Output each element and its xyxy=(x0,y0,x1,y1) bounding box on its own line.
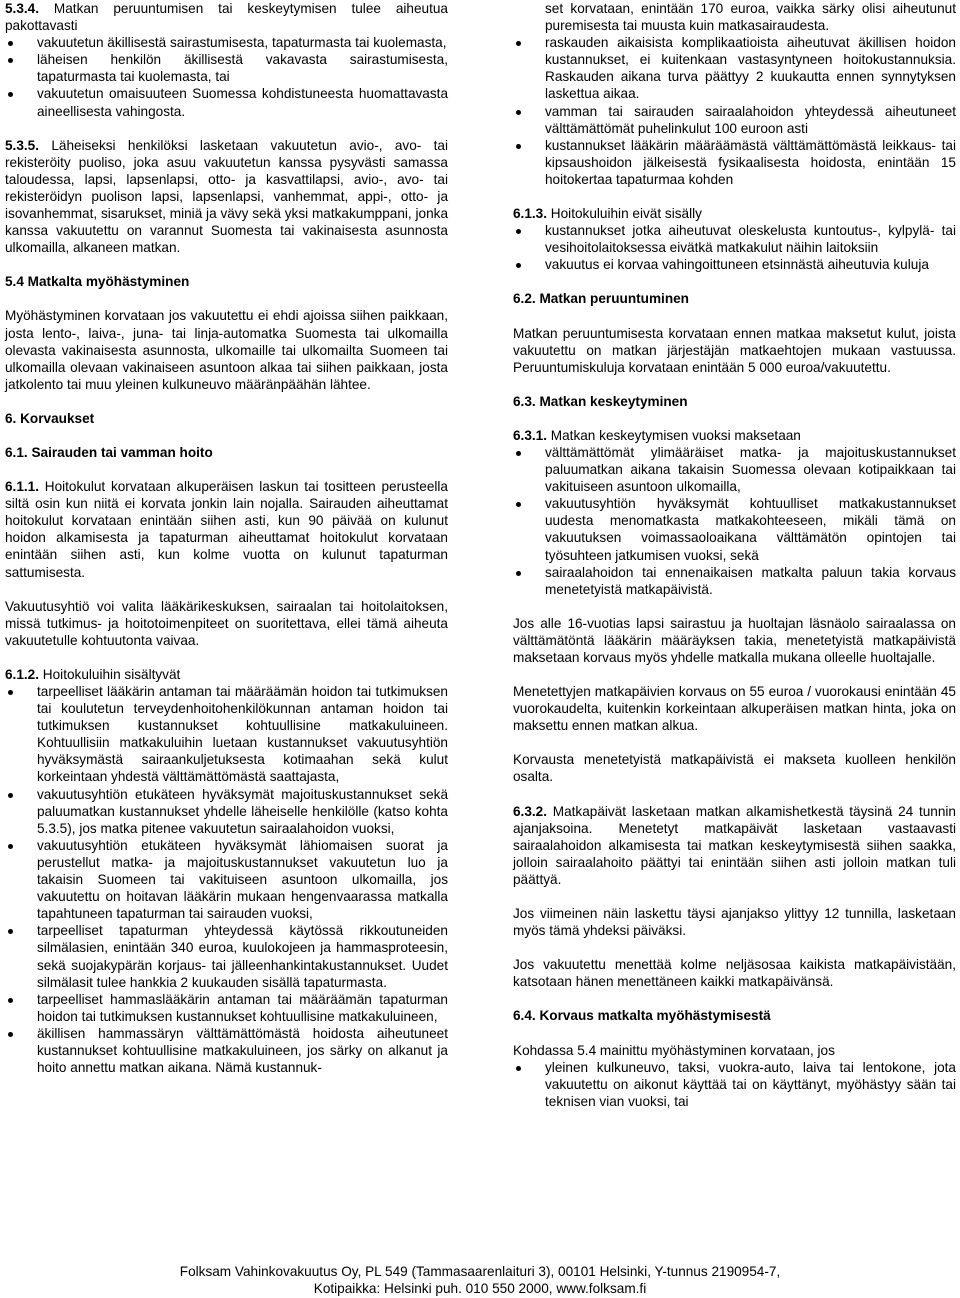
section-number: 6.3.2. xyxy=(513,803,548,819)
page-footer xyxy=(0,1263,960,1297)
list-item: vakuutetun omaisuuteen Suomessa kohdistuneesta huomattavasta aineellisesta vahingosta. xyxy=(5,85,448,119)
list-item: kustannukset lääkärin määräämästä välttämättömästä leikkaus- tai kipsaushoidon jälkeisestä fysikaalisesta hoidosta, enintään 15 hoitokertaa tapaturmaa kohden xyxy=(513,137,956,188)
paragraph-vakuutusyhtio: Vakuutusyhtiö voi valita lääkärikeskuksen, sairaalan tai hoitolaitoksen, missä tutkimus- ja hoitotoimenpiteet on suoritettava, ellei tämä aiheuta vakuutetulle kohtuutonta vaivaa. xyxy=(5,598,448,648)
list-item: raskauden aikaisista komplikaatioista aiheutuvat äkillisen hoidon kustannukset, ei kuitenkaan vastasyntyneen hoitokustannuksia. Raskauden aikana turva päättyy 2 kuukautta ennen synnytyksen laskettua aikaa. xyxy=(513,34,956,102)
paragraph-6-2: Matkan peruuntumisesta korvataan ennen matkaa maksetut kulut, joista vakuutettu on matkan järjestäjän matkaehtojen mukaan vastuussa. Peruuntumiskuluja korvataan enintään 5 000 euroa/vakuutettu. xyxy=(513,325,956,375)
list-item: kustannukset jotka aiheutuvat oleskelusta kuntoutus-, kylpylä- tai vesihoitolaitoksessa eivätkä matkakulut näihin laitoksiin xyxy=(513,222,956,256)
heading-6-4: 6.4. Korvaus matkalta myöhästymisestä xyxy=(513,1008,771,1024)
list-item: yleinen kulkuneuvo, taksi, vuokra-auto, laiva tai lentokone, jota vakuutettu on aikonut käyttää tai on käyttänyt, myöhästyy sään tai teknisen vian vuoksi, tai xyxy=(513,1059,956,1110)
list-item: vakuutusyhtiön etukäteen hyväksymät lähiomaisen suorat ja perustellut matka- ja majoituskustannukset vakuutetun luo ja takaisin Suomeen tai vakituiseen asuntoon ulkomailla, jos vakuutettu on hoitavan lääkärin mukaan hengenvaarassa matkalla tapahtuneen tapaturman tai sairauden vuoksi, xyxy=(5,837,448,922)
section-6-1-2-list xyxy=(5,683,448,1076)
list-item: välttämättömät ylimääräiset matka- ja majoituskustannukset paluumatkan aikana takaisin Suomessa olevaan kotipaikkaan tai vakituiseen asuntoon ulkomailla, xyxy=(513,444,956,495)
list-item-continuation: set korvataan, enintään 170 euroa, vaikka särky olisi aiheutunut puremisesta tai muusta kuin matkasairaudesta. xyxy=(545,1,956,34)
section-number: 6.1.1. xyxy=(5,479,40,495)
list-item: vamman tai sairauden sairaalahoidon yhteydessä aiheutuneet välttämättömät puhelinkulut 100 euroon asti xyxy=(513,103,956,137)
section-number: 6.1.2. xyxy=(5,666,40,682)
list-item: tarpeelliset tapaturman yhteydessä käytössä rikkoutuneiden silmälasien, enintään 340 euroa, kuulokojeen ja hammasproteesin, sekä suojakypärän korjaus- tai jälleenhankintakustannukset. Uudet silmälasit tulee hankkia 2 kuukauden sisällä tapaturmasta. xyxy=(5,922,448,990)
list-item: äkillisen hammassäryn välttämättömästä hoidosta aiheutuneet kustannukset kohtuullisine matkakuluineen, jos särky on alkanut ja hoito annettu matkan aikana. Nämä kustannuk- xyxy=(5,1025,448,1076)
list-item: läheisen henkilön äkillisestä vakavasta sairastumisesta, tapaturmasta tai kuolemasta, tai xyxy=(5,51,448,85)
footer-company-line: Folksam Vahinkovakuutus Oy, PL 549 (Tammasaarenlaituri 3), 00101 Helsinki, Y-tunnus 2190954-7, xyxy=(179,1264,781,1279)
list-item: tarpeelliset hammaslääkärin antaman tai määräämän tapaturman hoidon tai tutkimuksen kustannukset kohtuullisine matkakuluineen, xyxy=(5,991,448,1025)
list-item: vakuutusyhtiön etukäteen hyväksymät majoituskustannukset sekä paluumatkan kustannukset yhdelle läheiselle henkilölle (katso kohta 5.3.5), jos matka pitenee vakuutetun sairaalahoidon vuoksi, xyxy=(5,786,448,837)
paragraph-deceased: Korvausta menetetyistä matkapäivistä ei makseta kuolleen henkilön osalta. xyxy=(513,752,956,785)
section-6-3-1-list xyxy=(513,444,956,598)
section-6-1-3-list xyxy=(513,222,956,273)
section-5-3-4-list xyxy=(5,34,448,119)
paragraph-6-3-2: 6.3.2. Matkapäivät lasketaan matkan alkamishetkestä täysinä 24 tunnin ajanjaksoina. Menetetyt matkapäivät lasketaan vastaavasti sairaalahoidon alkamisesta tai matkan keskeytymisestä siihen saakka, jolloin sairaalahoito päättyi tai enintään siihen asti jolloin matkan tuli päättyä. xyxy=(513,803,956,887)
list-item: sairaalahoidon tai ennenaikaisen matkalta paluun takia korvaus menetetyistä matkapäivistä. xyxy=(513,564,956,598)
list-item: vakuutus ei korvaa vahingoittuneen etsinnästä aiheutuvia kuluja xyxy=(513,256,956,273)
heading-6-3: 6.3. Matkan keskeytyminen xyxy=(513,393,688,409)
heading-6-2: 6.2. Matkan peruuntuminen xyxy=(513,291,689,307)
section-number: 5.3.4. xyxy=(5,1,40,16)
section-5-3-4-intro: 5.3.4. Matkan peruuntumisen tai keskeytymisen tulee aiheutua pakottavasti xyxy=(5,1,448,34)
list-item: tarpeelliset lääkärin antaman tai määräämän hoidon tai tutkimuksen tai koulutetun terveydenhoitohenkilökunnan antaman hoidon tai tutkimuksen kustannukset kohtuullisine matkakuluineen. Kohtuullisiin matkakuluihin luetaan kustannukset vakuutusyhtiön hyväksymästä sairaankuljetuksesta kotimaahan sekä kulut korkeintaan yhdestä välttämättömästä saattajasta, xyxy=(5,683,448,786)
section-6-3-1-intro: 6.3.1. Matkan keskeytymisen vuoksi maksetaan xyxy=(513,427,801,443)
right-column xyxy=(513,0,956,1110)
heading-6-1: 6.1. Sairauden tai vamman hoito xyxy=(5,444,213,460)
paragraph-5-4: Myöhästyminen korvataan jos vakuutettu ei ehdi ajoissa siihen paikkaan, josta lento-, laiva-, juna- tai linja-automatka Suomesta tai ulkomailla olevasta vakinaisesta asunnosta, ulkomaille tai ulkomailta Suomeen tai ulkomailla olevaan vakinaiseen asuntoon alkaa tai siihen paikkaan, josta jatkolento tai muu yleinen kulkuneuvo määränpäähän lähtee. xyxy=(5,308,448,392)
list-item: vakuutusyhtiön hyväksymät kohtuulliset matkakustannukset uudesta menomatkasta matkakohteeseen, mikäli tämä on vakuutuksen voimassaoloaikana välttämätön opintojen tai työsuhteen jatkumisen vuoksi, sekä xyxy=(513,495,956,563)
paragraph-compensation-rate: Menetettyjen matkapäivien korvaus on 55 euroa / vuorokausi enintään 45 vuorokaudelta, kuitenkin korkeintaan alkuperäisen matkan hinta, joka on maksettu ennen matkan alkua. xyxy=(513,684,956,734)
list-item: vakuutetun äkillisestä sairastumisesta, tapaturmasta tai kuolemasta, xyxy=(5,34,448,51)
section-6-4-list xyxy=(513,1059,956,1110)
section-6-1-2-intro: 6.1.2. Hoitokuluihin sisältyvät xyxy=(5,666,181,682)
section-6-1-3-intro: 6.1.3. Hoitokuluihin eivät sisälly xyxy=(513,206,702,222)
paragraph-under-16: Jos alle 16-vuotias lapsi sairastuu ja huoltajan läsnäolo sairaalassa on välttämätöntä lääkärin määräyksen takia, menetetyistä matkapäivistä maksetaan korvaus myös yhdelle matkalla mukana olleelle huoltajalle. xyxy=(513,615,956,665)
paragraph-6-1-1: 6.1.1. Hoitokulut korvataan alkuperäisen laskun tai tositteen perusteella siltä osin kun niitä ei korvata jonkin lain nojalla. Sairauden aiheuttamat hoitokulut korvataan enintään siihen asti, kun 90 päivää on kulunut hoidon alkamisesta ja tapaturman aiheuttamat hoitokulut korvataan enintään siihen asti, kun kolme vuotta on kulunut tapaturman sattumisesta. xyxy=(5,479,448,580)
section-number: 6.3.1. xyxy=(513,427,548,443)
footer-contact-line: Kotipaikka: Helsinki puh. 010 550 2000, www.folksam.fi xyxy=(313,1281,647,1296)
heading-5-4: 5.4 Matkalta myöhästyminen xyxy=(5,274,190,290)
paragraph-12-hours: Jos viimeinen näin laskettu täysi ajanjakso ylittyy 12 tunnilla, lasketaan myös tämä yhdeksi päiväksi. xyxy=(513,906,956,939)
section-6-1-2-list-continued xyxy=(513,0,956,188)
paragraph-three-quarters: Jos vakuutettu menettää kolme neljäsosaa kaikista matkapäivistään, katsotaan hänen menettäneen kaikki matkapäivänsä. xyxy=(513,957,956,990)
heading-6: 6. Korvaukset xyxy=(5,410,95,426)
section-5-3-5: 5.3.5. Läheiseksi henkilöksi lasketaan vakuutetun avio-, avo- tai rekisteröity puoliso, joka asuu vakuutetun kanssa pysyvästi samassa taloudessa, lapsi, lapsenlapsi, otto- ja kasvattilapsi, avio-, avo- tai rekisteröidyn puolison lapsi, lapsenlapsi, vanhemmat, appi-, otto- ja isovanhemmat, sisarukset, miniä ja vävy sekä yksi matkakumppani, jonka kanssa vakuutettu on varannut Suomesta tai vakinaisesta asunnosta ulkomailla, alkaneen matkan. xyxy=(5,137,448,256)
section-number: 5.3.5. xyxy=(5,137,40,153)
left-column xyxy=(5,0,448,1076)
section-number: 6.1.3. xyxy=(513,206,548,222)
paragraph-6-4-intro: Kohdassa 5.4 mainittu myöhästyminen korvataan, jos xyxy=(513,1042,835,1058)
